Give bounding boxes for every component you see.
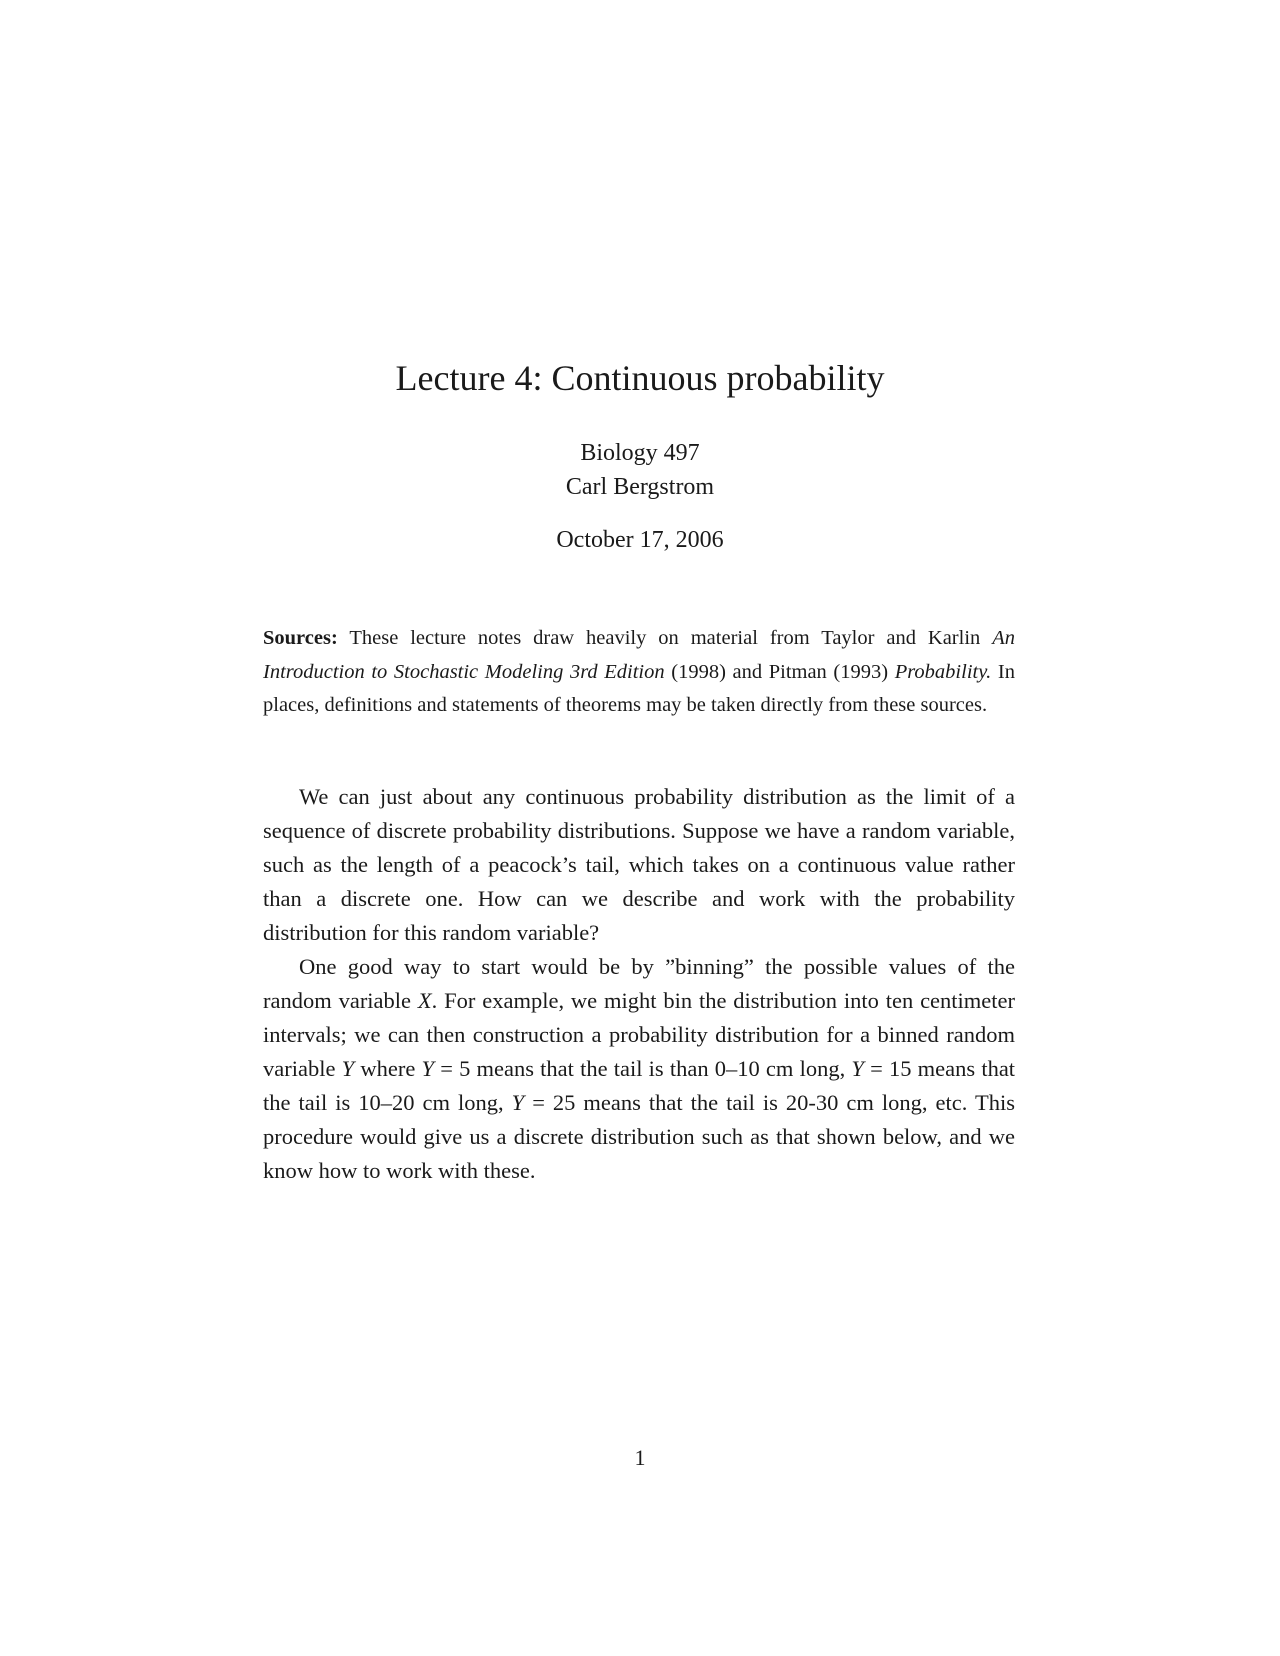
variable-y: Y	[511, 1090, 525, 1115]
paragraph-2-part-d: = 5 means that the tail is than 0–10 cm long,	[440, 1056, 846, 1081]
paragraph-2	[263, 950, 1015, 1188]
paragraph-2-part-e: = 15 means that the tail is 10–20 cm long,	[263, 1056, 1016, 1115]
course-name: Biology 497	[580, 440, 700, 466]
variable-y: Y	[851, 1056, 864, 1081]
paragraph-2-part-c: where	[360, 1056, 416, 1081]
paragraph-2-part-b: . For example, we might bin the distribution into ten centimeter intervals; we can then construction a probability distribution for a binned random variable	[263, 988, 1016, 1081]
variable-y: Y	[421, 1056, 435, 1081]
paragraph-2-part-a: One good way to start would be by ”binning” the possible values of the random variable	[263, 954, 1015, 1013]
sources-text-1: These lecture notes draw heavily on material from Taylor and Karlin	[349, 627, 981, 649]
sources-text-3: In places, definitions and statements of theorems may be taken directly from these sources.	[263, 660, 1015, 716]
sources-book-1: An Introduction to Stochastic Modeling 3rd Edition	[263, 627, 1015, 683]
sources-text-2: (1998) and Pitman (1993)	[671, 660, 889, 683]
page-title: Lecture 4: Continuous probability	[395, 358, 885, 398]
lecture-date: October 17, 2006	[556, 527, 724, 553]
author-name: Carl Bergstrom	[565, 474, 715, 500]
variable-y: Y	[341, 1056, 355, 1081]
body-text	[263, 780, 1015, 1188]
sources-book-2: Probability.	[894, 660, 992, 683]
page-number: 1	[634, 1445, 646, 1470]
variable-x: X	[417, 988, 432, 1013]
sources-note	[263, 622, 1015, 723]
paragraph-1: We can just about any continuous probability distribution as the limit of a sequence of discrete probability distributions. Suppose we have a random variable, such as the length of a peacock’s tail, which takes on a continuous value rather than a discrete one. How can we describe and work with the probability distribution for this random variable?	[263, 784, 1015, 945]
paragraph-2-part-f: = 25 means that the tail is 20-30 cm long, etc. This procedure would give us a discrete distribution such as that shown below, and we know how to work with these.	[263, 1090, 1016, 1183]
sources-label: Sources:	[263, 627, 338, 649]
